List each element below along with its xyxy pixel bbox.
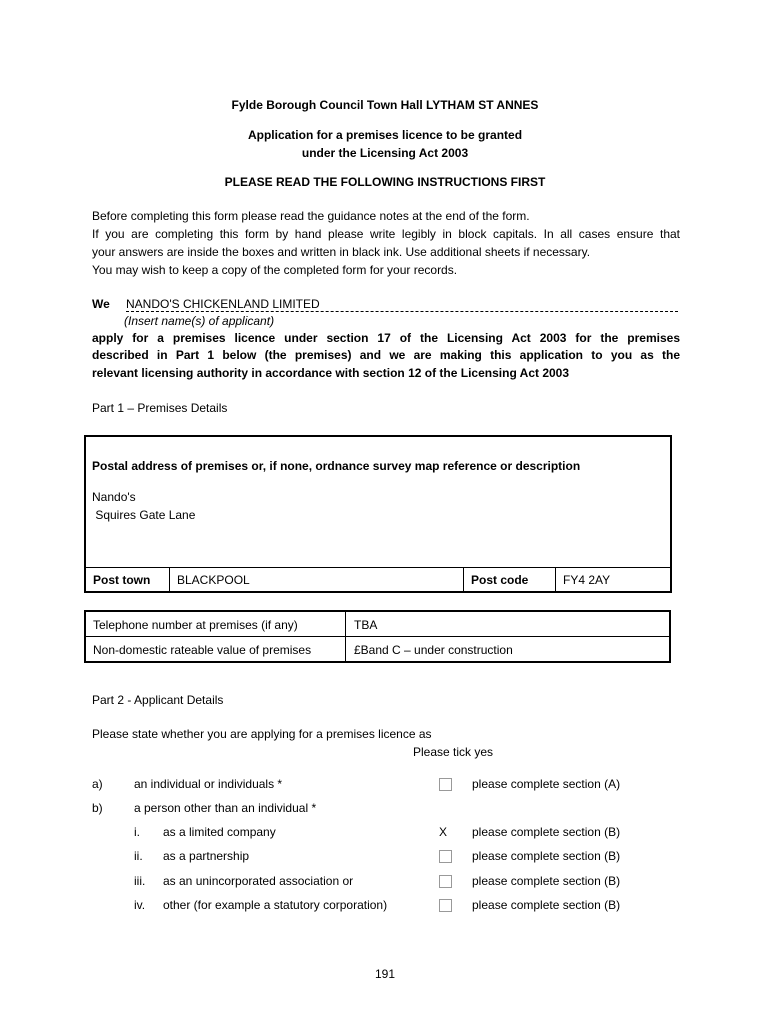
sub-option-i-note: please complete section (B) bbox=[472, 825, 621, 839]
sub-option-iii-label: as an unincorporated association or bbox=[163, 874, 354, 888]
sub-option-iv-label: other (for example a statutory corporation) bbox=[163, 898, 388, 912]
sub-option-i-tick[interactable]: X bbox=[439, 825, 448, 839]
address-line-1[interactable]: Nando's bbox=[92, 490, 136, 504]
post-town-label: Post town bbox=[93, 573, 151, 587]
declaration-line-1: apply for a premises licence under section 17 of the Licensing Act 2003 for the premises bbox=[92, 331, 680, 345]
sub-option-iv-marker: iv. bbox=[134, 898, 146, 912]
post-code-divider-left bbox=[463, 567, 464, 591]
sub-option-i-label: as a limited company bbox=[163, 825, 276, 839]
sub-option-ii-label: as a partnership bbox=[163, 849, 250, 863]
declaration-line-3: relevant licensing authority in accordance with section 12 of the Licensing Act 2003 bbox=[92, 366, 570, 380]
address-label: Postal address of premises or, if none, ordnance survey map reference or description bbox=[92, 459, 581, 473]
sub-option-iii-note: please complete section (B) bbox=[472, 874, 621, 888]
we-label: We bbox=[92, 297, 110, 311]
phone-field[interactable]: TBA bbox=[354, 618, 378, 632]
premises-details-table bbox=[84, 610, 671, 663]
page-number: 191 bbox=[374, 967, 396, 981]
form-title-line2: under the Licensing Act 2003 bbox=[301, 146, 469, 160]
applicant-type-question: Please state whether you are applying for a premises licence as bbox=[92, 727, 432, 741]
tick-hint: Please tick yes bbox=[413, 745, 494, 759]
sub-option-ii-marker: ii. bbox=[134, 849, 143, 863]
post-code-divider-right bbox=[555, 567, 556, 591]
instructions-heading: PLEASE READ THE FOLLOWING INSTRUCTIONS FIRST bbox=[224, 175, 546, 189]
sub-option-ii-checkbox[interactable] bbox=[439, 850, 452, 863]
sub-option-iii-checkbox[interactable] bbox=[439, 875, 452, 888]
instruction-line-3: your answers are inside the boxes and written in black ink. Use additional sheets if necessary. bbox=[92, 245, 591, 259]
option-a-note: please complete section (A) bbox=[472, 777, 621, 791]
address-divider bbox=[86, 567, 670, 568]
post-code-label: Post code bbox=[471, 573, 529, 587]
instruction-line-4: You may wish to keep a copy of the completed form for your records. bbox=[92, 263, 458, 277]
option-b-marker: b) bbox=[92, 801, 103, 815]
option-b-label: a person other than an individual * bbox=[134, 801, 317, 815]
instruction-line-1: Before completing this form please read the guidance notes at the end of the form. bbox=[92, 209, 530, 223]
option-a-marker: a) bbox=[92, 777, 103, 791]
table-row-divider bbox=[86, 636, 669, 637]
address-line-2[interactable]: Squires Gate Lane bbox=[92, 508, 196, 522]
option-a-checkbox[interactable] bbox=[439, 778, 452, 791]
part2-heading: Part 2 - Applicant Details bbox=[92, 693, 224, 707]
premises-address-box bbox=[84, 435, 672, 593]
rateable-value-label: Non-domestic rateable value of premises bbox=[93, 643, 312, 657]
rateable-value-field[interactable]: £Band C – under construction bbox=[354, 643, 513, 657]
sub-option-iv-checkbox[interactable] bbox=[439, 899, 452, 912]
sub-option-ii-note: please complete section (B) bbox=[472, 849, 621, 863]
option-a-label: an individual or individuals * bbox=[134, 777, 283, 791]
council-heading: Fylde Borough Council Town Hall LYTHAM ST ANNES bbox=[231, 98, 539, 112]
post-code-field[interactable]: FY4 2AY bbox=[563, 573, 611, 587]
post-town-divider bbox=[169, 567, 170, 591]
form-title-line1: Application for a premises licence to be granted bbox=[247, 128, 523, 142]
applicant-name-hint: (Insert name(s) of applicant) bbox=[124, 314, 275, 328]
applicant-name-dashed-line bbox=[126, 311, 678, 312]
part1-heading: Part 1 – Premises Details bbox=[92, 401, 228, 415]
sub-option-iii-marker: iii. bbox=[134, 874, 146, 888]
applicant-name-field[interactable]: NANDO'S CHICKENLAND LIMITED bbox=[126, 297, 320, 311]
declaration-line-2: described in Part 1 below (the premises) and we are making this application to you as the bbox=[92, 348, 680, 362]
post-town-field[interactable]: BLACKPOOL bbox=[177, 573, 250, 587]
phone-label: Telephone number at premises (if any) bbox=[93, 618, 298, 632]
sub-option-iv-note: please complete section (B) bbox=[472, 898, 621, 912]
sub-option-i-marker: i. bbox=[134, 825, 140, 839]
table-column-divider bbox=[345, 612, 346, 661]
instruction-line-2: If you are completing this form by hand please write legibly in block capitals. In all cases ensure that bbox=[92, 227, 680, 241]
